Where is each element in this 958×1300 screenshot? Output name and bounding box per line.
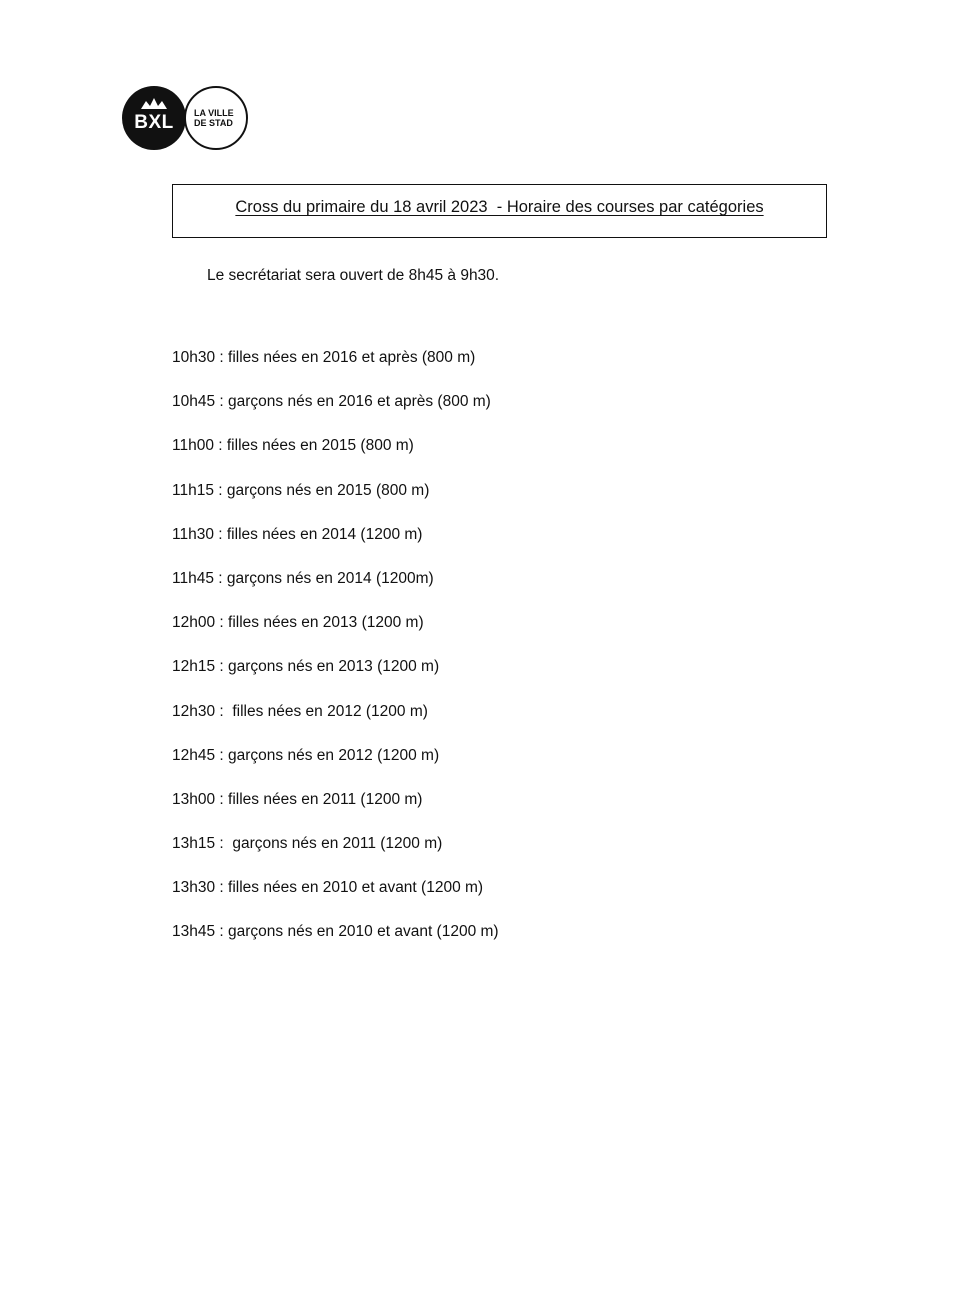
secretariat-note: Le secrétariat sera ouvert de 8h45 à 9h30. (207, 267, 500, 284)
schedule-item: 11h15 : garçons nés en 2015 (800 m) (172, 481, 430, 499)
schedule-item: 10h45 : garçons nés en 2016 et après (800 m) (172, 393, 491, 411)
schedule-item: 11h00 : filles nées en 2015 (800 m) (172, 437, 414, 455)
schedule-item: 13h45 : garçons nés en 2010 et avant (1200 m) (172, 923, 499, 941)
schedule-item: 12h15 : garçons nés en 2013 (1200 m) (172, 658, 440, 676)
title-box (172, 184, 827, 238)
schedule-item: 13h00 : filles nées en 2011 (1200 m) (172, 790, 423, 808)
logo-main-text: BXL (134, 112, 174, 133)
schedule-item: 13h15 : garçons nés en 2011 (1200 m) (172, 835, 443, 853)
schedule-item: 12h30 : filles nées en 2012 (1200 m) (172, 702, 428, 720)
logo-ring-line2: DE STAD (194, 118, 233, 128)
race-schedule-list (172, 348, 499, 967)
schedule-item: 12h45 : garçons nés en 2012 (1200 m) (172, 746, 440, 764)
schedule-item: 11h30 : filles nées en 2014 (1200 m) (172, 525, 423, 543)
logo-ring (184, 86, 248, 150)
logo-black-circle (122, 86, 186, 150)
bird-icon (141, 98, 167, 110)
schedule-item: 10h30 : filles nées en 2016 et après (800 m) (172, 349, 476, 366)
document-title: Cross du primaire du 18 avril 2023 - Horaire des courses par catégories (235, 198, 764, 216)
schedule-item: 11h45 : garçons nés en 2014 (1200m) (172, 569, 434, 587)
logo-ring-line1: LA VILLE (194, 108, 234, 118)
schedule-item: 13h30 : filles nées en 2010 et avant (1200 m) (172, 879, 484, 897)
schedule-item: 12h00 : filles nées en 2013 (1200 m) (172, 614, 424, 632)
bxl-logo (122, 86, 248, 150)
